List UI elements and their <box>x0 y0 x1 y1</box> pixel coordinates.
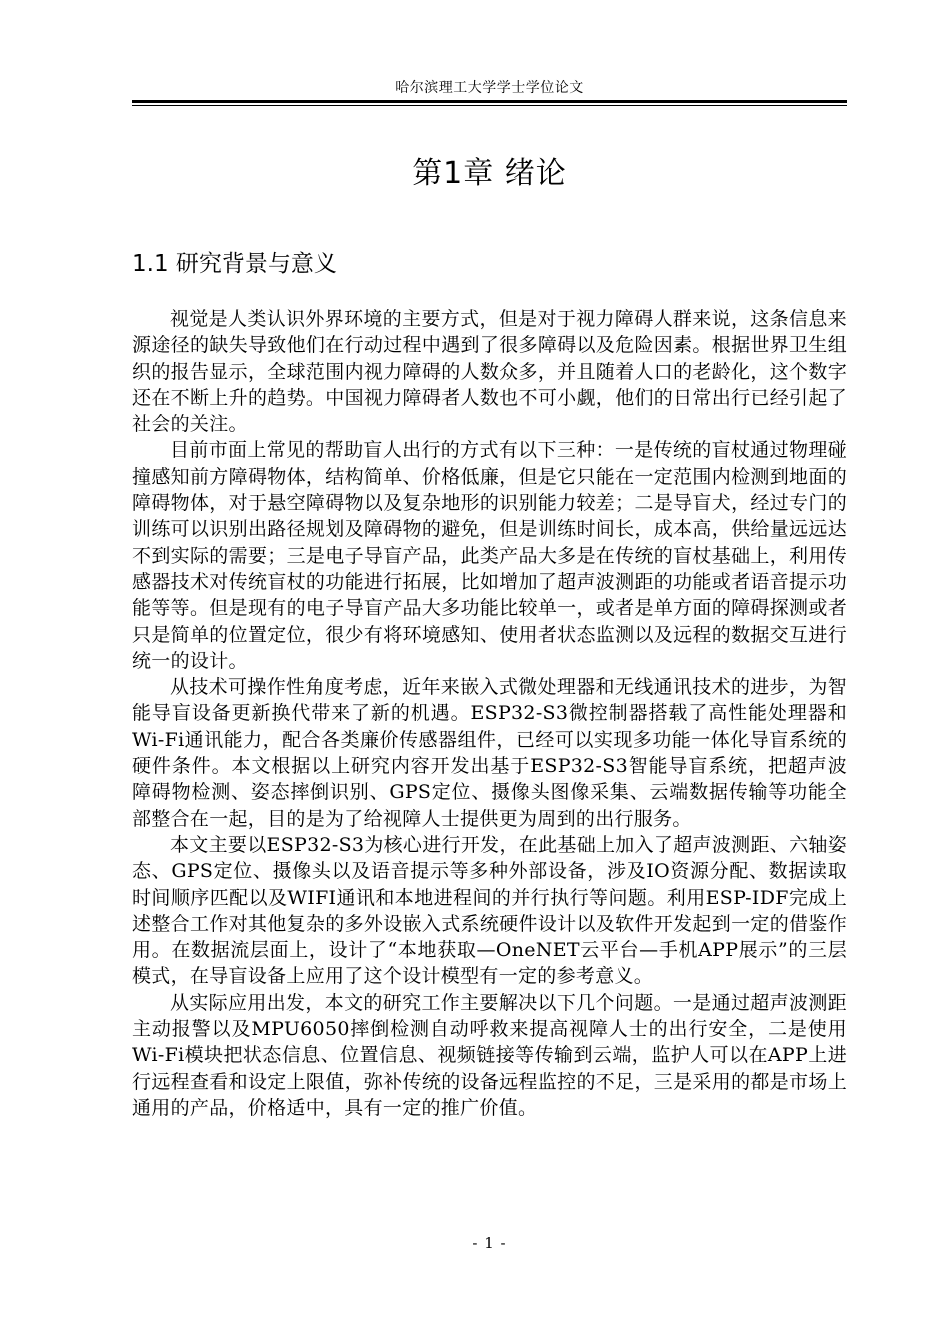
paragraph-1: 视觉是人类认识外界环境的主要方式，但是对于视力障碍人群来说，这条信息来源途径的缺失导致他们在行动过程中遇到了很多障碍以及危险因素。根据世界卫生组织的报告显示，全球范围内视力障碍的人数众多，并且随着人口的老龄化，这个数字还在不断上升的趋势。中国视力障碍者人数也不可小觑，他们的日常出行已经引起了社会的关注。 <box>132 308 847 436</box>
chapter-title: 第1章 绪论 <box>412 156 567 191</box>
paragraph-3: 从技术可操作性角度考虑，近年来嵌入式微处理器和无线通讯技术的进步，为智能导盲设备更新换代带来了新的机遇。ESP32-S3微控制器搭载了高性能处理器和Wi-Fi通讯能力，配合各类廉价传感器组件，已经可以实现多功能一体化导盲系统的硬件条件。本文根据以上研究内容开发出基于ESP32-S3智能导盲系统，把超声波障碍物检测、姿态摔倒识别、GPS定位、摄像头图像采集、云端数据传输等功能全部整合在一起，目的是为了给视障人士提供更为周到的出行服务。 <box>132 676 847 830</box>
header-rule-thin <box>132 105 847 106</box>
paragraph-5: 从实际应用出发，本文的研究工作主要解决以下几个问题。一是通过超声波测距主动报警以及MPU6050摔倒检测自动呼救来提高视障人士的出行安全，二是使用Wi-Fi模块把状态信息、位置信息、视频链接等传输到云端，监护人可以在APP上进行远程查看和设定上限值，弥补传统的设备远程监控的不足，三是采用的都是市场上通用的产品，价格适中，具有一定的推广价值。 <box>132 991 847 1119</box>
paragraph-2: 目前市面上常见的帮助盲人出行的方式有以下三种：一是传统的盲杖通过物理碰撞感知前方障碍物体，结构简单、价格低廉，但是它只能在一定范围内检测到地面的障碍物体，对于悬空障碍物以及复杂地形的识别能力较差；二是导盲犬，经过专门的训练可以识别出路径规划及障碍物的避免，但是训练时间长，成本高，供给量远远达不到实际的需要；三是电子导盲产品，此类产品大多是在传统的盲杖基础上，利用传感器技术对传统盲杖的功能进行拓展，比如增加了超声波测距的功能或者语音提示功能等等。但是现有的电子导盲产品大多功能比较单一，或者是单方面的障碍探测或者只是简单的位置定位，很少有将环境感知、使用者状态监测以及远程的数据交互进行统一的设计。 <box>132 439 847 672</box>
running-header: 哈尔滨理工大学学士学位论文 <box>395 80 584 96</box>
page-number: - 1 - <box>472 1234 507 1252</box>
section-title: 1.1 研究背景与意义 <box>132 251 337 277</box>
paragraph-4: 本文主要以ESP32-S3为核心进行开发，在此基础上加入了超声波测距、六轴姿态、GPS定位、摄像头以及语音提示等多种外部设备，涉及IO资源分配、数据读取时间顺序匹配以及WIFI通讯和本地进程间的并行执行等问题。利用ESP-IDF完成上述整合工作对其他复杂的多外设嵌入式系统硬件设计以及软件开发起到一定的借鉴作用。在数据流层面上，设计了“本地获取—OneNET云平台—手机APP展示”的三层模式，在导盲设备上应用了这个设计模型有一定的参考意义。 <box>132 833 847 988</box>
body-text <box>132 306 847 1121</box>
header-rule-thick <box>132 100 847 103</box>
